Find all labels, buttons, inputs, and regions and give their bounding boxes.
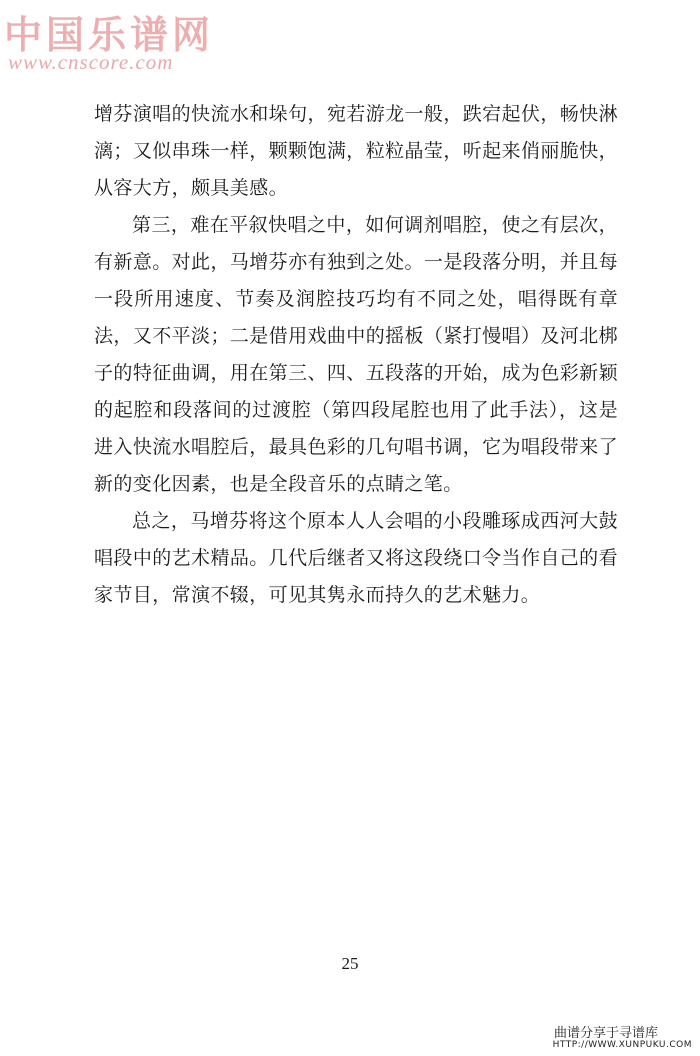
paragraph-1: 增芬演唱的快流水和垛句，宛若游龙一般，跌宕起伏，畅快淋漓；又似串珠一样，颗颗饱满，粒粒晶莹，听起来俏丽脆快，从容大方，颇具美感。 [94, 103, 618, 199]
page-number: 25 [341, 954, 359, 973]
footer-source: 曲谱分享于寻谱库 [553, 1026, 658, 1041]
footer-url: HTTP://WWW.XUNPUKU.COM [552, 1040, 692, 1050]
paragraph-3: 总之，马增芬将这个原本人人会唱的小段雕琢成西河大鼓唱段中的艺术精品。几代后继者又将这段绕口令当作自己的看家节目，常演不辍，可见其隽永而持久的艺术魅力。 [94, 510, 618, 606]
page-body [94, 96, 618, 614]
paragraph-2: 第三，难在平叙快唱之中，如何调剂唱腔，使之有层次，有新意。对此，马增芬亦有独到之处。一是段落分明，并且每一段所用速度、节奏及润腔技巧均有不同之处，唱得既有章法，又不平淡；二是借用戏曲中的摇板（紧打慢唱）及河北梆子的特征曲调，用在第三、四、五段落的开始，成为色彩新颖的起腔和段落间的过渡腔（第四段尾腔也用了此手法），这是进入快流水唱腔后，最具色彩的几句唱书调，它为唱段带来了新的变化因素，也是全段音乐的点睛之笔。 [94, 214, 618, 495]
watermark-title: 中国乐谱网 [4, 13, 215, 57]
watermark-url: www.cnscore.com [8, 50, 174, 74]
